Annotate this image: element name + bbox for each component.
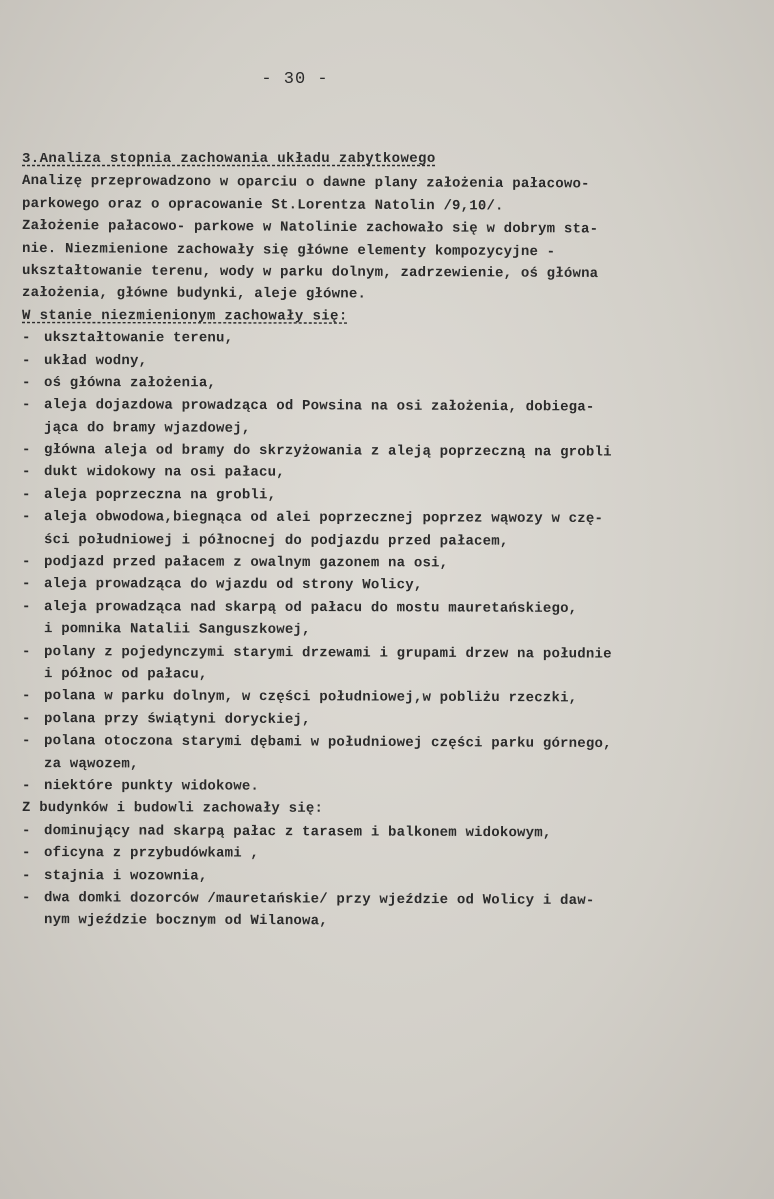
bullet-dash: -: [21, 822, 31, 839]
line-text: aleja dojazdowa prowadząca od Powsina na osi założenia, dobiega-: [43, 397, 595, 416]
bullet-dash: -: [21, 733, 31, 750]
line-text: aleja prowadząca nad skarpą od pałacu do mostu mauretańskiego,: [43, 598, 578, 617]
line-text: za wąwozem,: [43, 755, 139, 772]
line-text: 3.Analiza stopnia zachowania układu zabytkowego: [22, 151, 436, 167]
list-item: [22, 484, 762, 508]
bullet-dash: -: [21, 845, 31, 862]
bullet-dash: -: [21, 889, 31, 906]
document-body: [22, 148, 762, 932]
bullet-dash: -: [21, 352, 31, 369]
list-item: [22, 865, 762, 889]
line-text: układ wodny,: [43, 352, 148, 369]
bullet-dash: -: [21, 576, 31, 593]
paragraph-line: [22, 797, 762, 821]
list-item: [22, 551, 762, 576]
bullet-dash: -: [21, 486, 31, 503]
line-text: polana otoczona starymi dębami w południowej części parku górnego,: [43, 733, 612, 753]
bullet-dash: -: [21, 777, 31, 794]
line-text: ukształtowanie terenu,: [43, 330, 234, 347]
list-item: [22, 596, 762, 621]
bullet-dash: -: [21, 688, 31, 705]
bullet-dash: -: [21, 330, 31, 347]
list-item-continuation: [22, 618, 762, 643]
line-text: i północ od pałacu,: [43, 666, 208, 683]
bullet-dash: -: [21, 442, 31, 459]
list-item-continuation: [22, 529, 762, 554]
list-item-continuation: [22, 663, 762, 688]
line-text: parkowego oraz o opracowanie St.Lorentza Natolin /9,10/.: [21, 195, 504, 215]
line-text: dukt widokowy na osi pałacu,: [43, 464, 285, 482]
list-item-continuation: [22, 909, 762, 935]
list-item: [22, 506, 762, 531]
line-text: aleja prowadząca do wjazdu od strony Wolicy,: [43, 576, 423, 594]
line-text: polana w parku dolnym, w części południowej,w pobliżu rzeczki,: [43, 688, 578, 707]
line-text: Założenie pałacowo- parkowe w Natolinie zachowało się w dobrym sta-: [21, 218, 599, 238]
bullet-dash: -: [21, 374, 31, 391]
bullet-dash: -: [21, 867, 31, 884]
line-text: Z budynków i budowli zachowały się:: [21, 800, 324, 818]
bullet-dash: -: [21, 710, 31, 727]
line-text: nym wjeździe bocznym od Wilanowa,: [43, 912, 328, 930]
list-item: [22, 685, 762, 711]
line-text: stajnia i wozownia,: [43, 867, 208, 884]
list-item: [22, 641, 762, 667]
bullet-dash: -: [21, 464, 31, 481]
paragraph-line: [22, 282, 762, 308]
list-item: [22, 372, 762, 396]
line-text: Analizę przeprowadzono w oparciu o dawne plany założenia pałacowo-: [21, 173, 590, 193]
section-heading: [22, 148, 762, 170]
line-text: oficyna z przybudówkami ,: [43, 845, 260, 862]
line-text: główna aleja od bramy do skrzyżowania z aleją poprzeczną na grobli: [43, 442, 612, 461]
list-item: [22, 775, 762, 799]
bullet-dash: -: [21, 598, 31, 615]
line-text: podjazd przed pałacem z owalnym gazonem na osi,: [43, 554, 449, 572]
list-item-continuation: [22, 417, 762, 442]
list-item: [22, 461, 762, 485]
line-text: dwa domki dozorców /mauretańskie/ przy wjeździe od Wolicy i daw-: [43, 890, 595, 909]
line-text: nie. Niezmienione zachowały się główne elementy kompozycyjne -: [21, 240, 556, 260]
bullet-dash: -: [21, 397, 31, 414]
line-text: ści południowej i północnej do podjazdu przed pałacem,: [43, 531, 509, 550]
page-number: - 30 -: [261, 70, 329, 89]
line-text: niektóre punkty widokowe.: [43, 777, 260, 795]
line-text: oś główna założenia,: [43, 374, 217, 392]
line-text: dominujący nad skarpą pałac z tarasem i balkonem widokowym,: [43, 822, 552, 842]
line-text: W stanie niezmienionym zachowały się:: [21, 307, 348, 325]
line-text: polana przy świątyni doryckiej,: [43, 710, 311, 728]
bullet-dash: -: [21, 643, 31, 660]
list-item-continuation: [22, 753, 762, 778]
section-heading: [22, 305, 762, 329]
line-text: aleja poprzeczna na grobli,: [43, 486, 277, 504]
line-text: jąca do bramy wjazdowej,: [43, 419, 251, 437]
line-text: i pomnika Natalii Sanguszkowej,: [43, 621, 311, 639]
list-item: [22, 350, 762, 374]
list-item: [22, 842, 762, 866]
line-text: aleja obwodowa,biegnąca od alei poprzecznej poprzez wąwozy w czę-: [43, 509, 604, 528]
bullet-dash: -: [21, 509, 31, 526]
bullet-dash: -: [21, 554, 31, 571]
list-item: [22, 327, 762, 351]
list-item: [22, 573, 762, 598]
line-text: ukształtowanie terenu, wody w parku dolnym, zadrzewienie, oś główna: [21, 262, 599, 282]
list-item: [22, 708, 762, 733]
list-item: [22, 394, 762, 420]
line-text: założenia, główne budynki, aleje główne.: [21, 285, 367, 303]
line-text: polany z pojedynczymi starymi drzewami i grupami drzew na południe: [43, 643, 612, 663]
